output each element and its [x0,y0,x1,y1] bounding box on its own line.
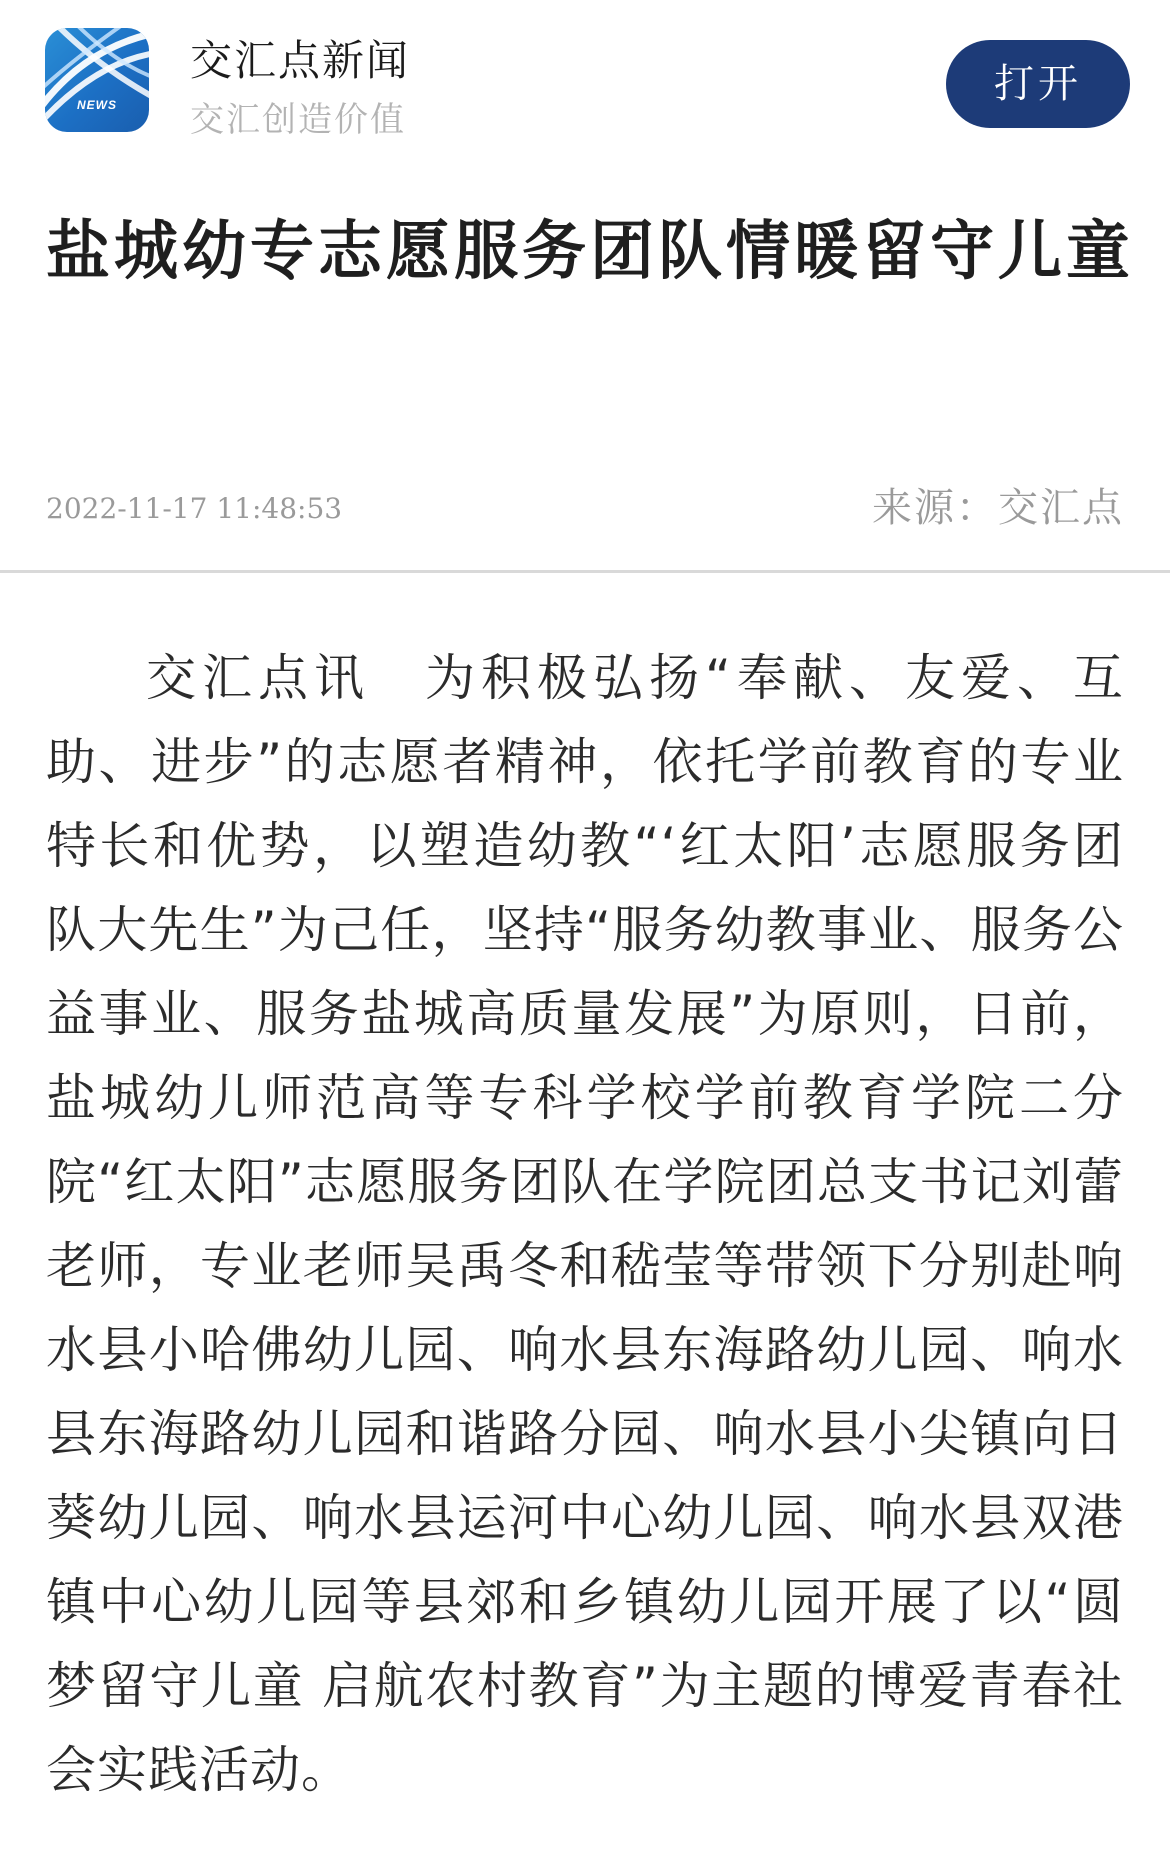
article-title: 盐城幼专志愿服务团队情暖留守儿童 [46,215,1134,289]
article-paragraph: 为积极弘扬“奉献、友爱、互助、进步”的志愿者精神，依托学前教育的专业特长和优势，以塑造幼教“‘红太阳’志愿服务团队大先生”为己任，坚持“服务幼教事业、服务公益事业、服务盐城高质量发展”为原则，日前，盐城幼儿师范高等专科学校学前教育学院二分院“红太阳”志愿服务团队在学院团总支书记刘蕾老师，专业老师吴禹冬和嵇莹等带领下分别赴响水县小哈佛幼儿园、响水县东海路幼儿园、响水县东海路幼儿园和谐路分园、响水县小尖镇向日葵幼儿园、响水县运河中心幼儿园、响水县双港镇中心幼儿园等县郊和乡镇幼儿园开展了以“圆梦留守儿童 启航农村教育”为主题的博爱青春社会实践活动。 [46,649,1125,1799]
divider [0,570,1170,573]
logo-text: NEWS [77,98,117,112]
app-logo-icon[interactable] [45,28,149,132]
app-banner [0,0,1170,150]
open-app-button[interactable]: 打开 [946,40,1130,128]
publish-datetime: 2022-11-17 11:48:53 [46,492,343,525]
article-body [46,636,1124,1812]
app-name: 交汇点新闻 [190,36,411,85]
app-slogan: 交汇创造价值 [190,100,406,140]
article-lead: 交汇点讯 [146,649,371,707]
logo-graphic [45,28,149,132]
article-source: 来源：交汇点 [872,485,1124,531]
